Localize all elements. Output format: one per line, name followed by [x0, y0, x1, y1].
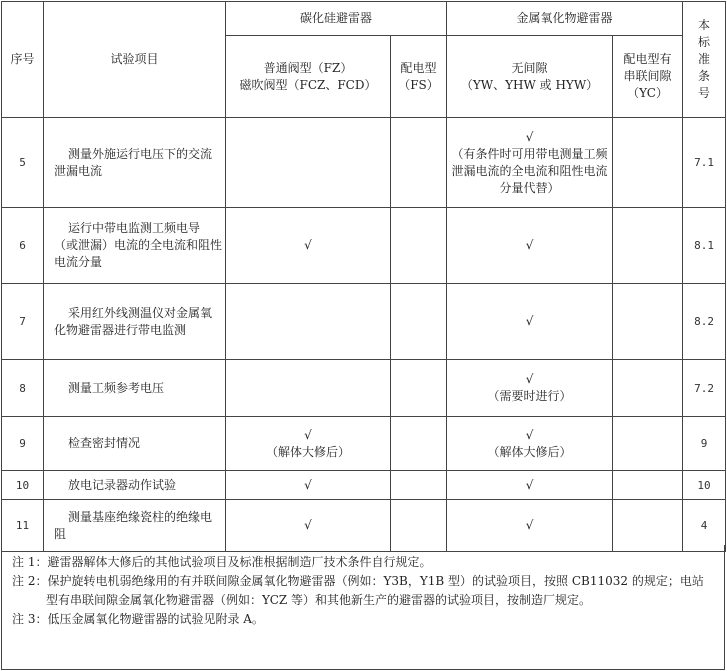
row-moa-gapless: √: [447, 208, 613, 284]
row-clause: 7.2: [683, 360, 726, 417]
row-moa-gapless: √: [447, 471, 613, 500]
row-item: 放电记录器动作试验: [44, 471, 226, 500]
row-sic-ord: [226, 118, 391, 208]
row-sic-dist: [391, 417, 447, 471]
row-moa-gap: [613, 284, 683, 360]
row-sic-dist: [391, 208, 447, 284]
table-row: [2, 500, 726, 552]
row-moa-gapless: √ （有条件时可用带电测量工频泄漏电流的全电流和阻性电流分量代替）: [447, 118, 613, 208]
row-clause: 8.2: [683, 284, 726, 360]
row-item: 采用红外线测温仪对金属氧化物避雷器进行带电监测: [44, 284, 226, 360]
row-sic-ord: [226, 284, 391, 360]
header-sic-ordinary: 普通阀型（FZ） 磁吹阀型（FCZ、FCD）: [226, 36, 391, 118]
header-sic-distribution: 配电型（FS）: [391, 36, 447, 118]
row-clause: 7.1: [683, 118, 726, 208]
lightning-arrester-test-table: [1, 1, 726, 552]
table-row: [2, 417, 726, 471]
row-seq: 5: [2, 118, 44, 208]
row-moa-gap: [613, 208, 683, 284]
note-3: 注 3：低压金属氧化物避雷器的试验见附录 A。: [12, 612, 264, 626]
row-moa-gapless: √ （解体大修后）: [447, 417, 613, 471]
row-clause: 4: [683, 500, 726, 552]
row-moa-gap: [613, 417, 683, 471]
header-row-1: [2, 2, 726, 36]
row-item: 运行中带电监测工频电导（或泄漏）电流的全电流和阻性电流分量: [44, 208, 226, 284]
row-clause: 10: [683, 471, 726, 500]
row-sic-ord: √: [226, 208, 391, 284]
row-sic-dist: [391, 118, 447, 208]
table-row: [2, 360, 726, 417]
row-moa-gap: [613, 471, 683, 500]
row-sic-dist: [391, 500, 447, 552]
row-clause: 8.1: [683, 208, 726, 284]
row-item: 测量外施运行电压下的交流泄漏电流: [44, 118, 226, 208]
row-seq: 8: [2, 360, 44, 417]
row-moa-gapless: √: [447, 500, 613, 552]
row-moa-gapless: √: [447, 284, 613, 360]
row-moa-gap: [613, 118, 683, 208]
table-row: [2, 118, 726, 208]
row-moa-gap: [613, 360, 683, 417]
row-sic-dist: [391, 471, 447, 500]
row-moa-gapless: √ （需要时进行）: [447, 360, 613, 417]
row-sic-ord: √ （解体大修后）: [226, 417, 391, 471]
table-row: [2, 284, 726, 360]
header-sic-group: 碳化硅避雷器: [226, 2, 447, 36]
row-sic-ord: √: [226, 471, 391, 500]
table-row: [2, 471, 726, 500]
header-item: 试验项目: [44, 2, 226, 118]
row-seq: 9: [2, 417, 44, 471]
header-clause: 本标准条号: [683, 2, 726, 118]
header-moa-series-gap: 配电型有串联间隙（YC）: [613, 36, 683, 118]
row-item: 测量工频参考电压: [44, 360, 226, 417]
header-seq: 序号: [2, 2, 44, 118]
header-moa-gapless: 无间隙 （YW、YHW 或 HYW）: [447, 36, 613, 118]
row-seq: 7: [2, 284, 44, 360]
note-1: 注 1：避雷器解体大修后的其他试验项目及标准根据制造厂技术条件自行规定。: [12, 555, 432, 569]
row-seq: 6: [2, 208, 44, 284]
row-moa-gap: [613, 500, 683, 552]
header-moa-group: 金属氧化物避雷器: [447, 2, 683, 36]
table-row: [2, 208, 726, 284]
row-item: 检查密封情况: [44, 417, 226, 471]
row-sic-ord: [226, 360, 391, 417]
row-seq: 10: [2, 471, 44, 500]
row-sic-ord: √: [226, 500, 391, 552]
table-notes: [1, 545, 725, 670]
row-item: 测量基座绝缘瓷柱的绝缘电阻: [44, 500, 226, 552]
row-sic-dist: [391, 284, 447, 360]
row-sic-dist: [391, 360, 447, 417]
note-2: 注 2：保护旋转电机弱绝缘用的有并联间隙金属氧化物避雷器（例如：Y3B，Y1B 型）的试验项目，按照 CB11032 的规定；电站型有串联间隙金属氧化物避雷器（例如：YCZ 等）和其他新生产的避雷器的试验项目，按制造厂规定。: [12, 574, 704, 607]
row-seq: 11: [2, 500, 44, 552]
row-clause: 9: [683, 417, 726, 471]
